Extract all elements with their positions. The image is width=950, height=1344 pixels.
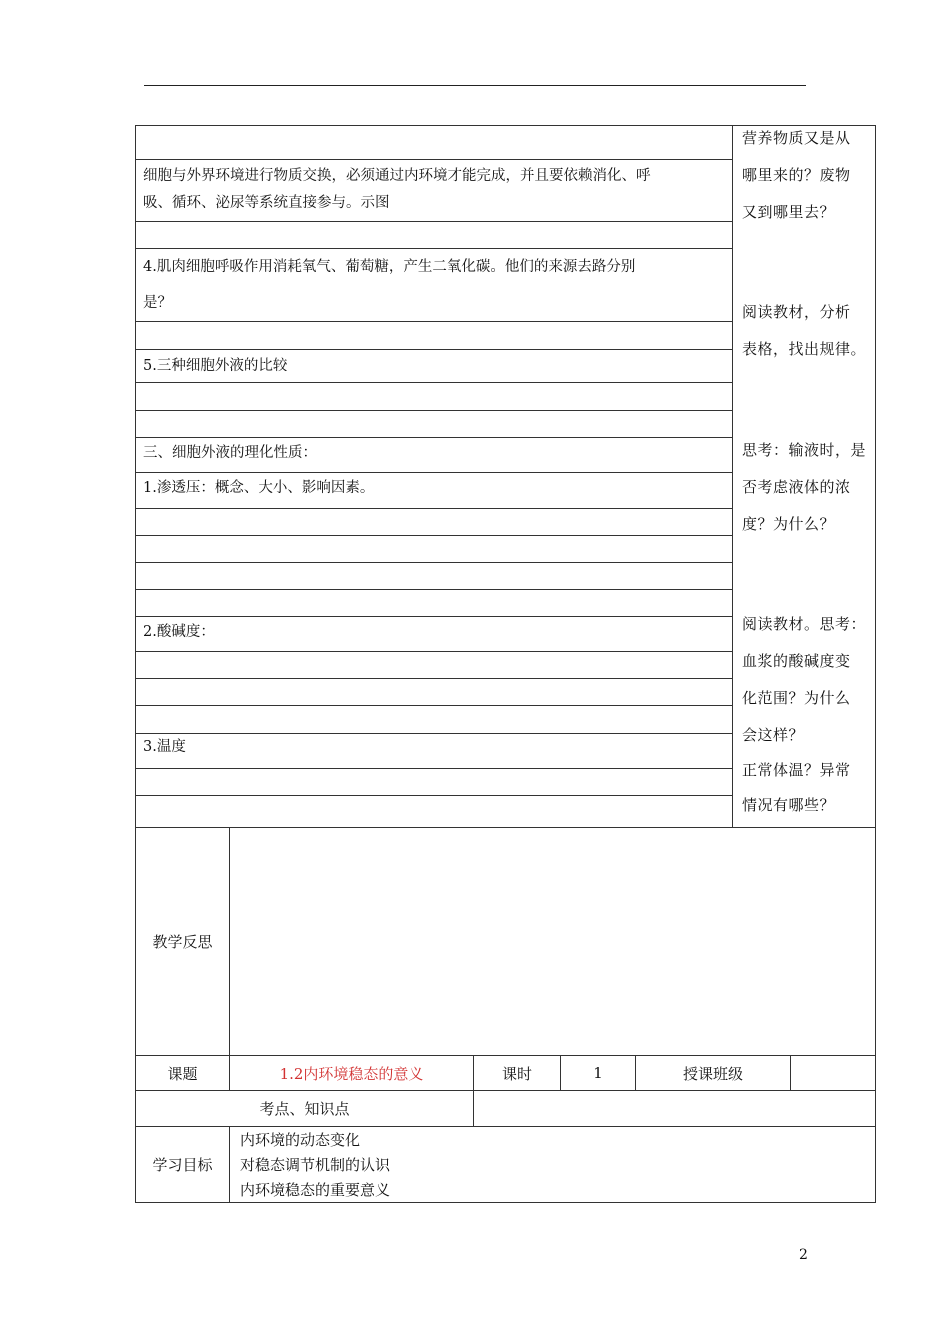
blank-row <box>136 509 732 536</box>
note-line: 思考：输液时，是 <box>742 441 867 459</box>
note-line: 否考虑液体的浓 <box>742 478 851 496</box>
row-text: 吸、循环、泌尿等系统直接参与。示图 <box>143 195 390 211</box>
goal-item: 内环境的动态变化 <box>240 1131 361 1149</box>
row-text: 4.肌肉细胞呼吸作用消耗氧气、葡萄糖，产生二氧化碳。他们的来源去路分别 <box>143 259 636 275</box>
row-text: 细胞与外界环境进行物质交换，必须通过内环境才能完成，并且要依赖消化、呼 <box>143 168 651 184</box>
note-block <box>742 753 868 823</box>
row-text: 是？ <box>143 295 172 311</box>
note-block <box>742 294 868 368</box>
note-line: 阅读教材，分析 <box>742 303 851 321</box>
blank-row <box>136 706 732 734</box>
blank-row <box>136 536 732 563</box>
content-column <box>136 126 733 828</box>
content-row <box>136 160 732 222</box>
note-line: 度？为什么？ <box>742 515 836 533</box>
blank-row <box>136 563 732 590</box>
blank-row <box>136 796 732 828</box>
study-table <box>135 125 876 828</box>
notes-column <box>734 126 875 828</box>
content-row: 三、细胞外液的理化性质： <box>136 438 732 473</box>
header-rule <box>144 85 806 86</box>
goals-label: 学习目标 <box>135 1126 230 1203</box>
blank-row <box>136 322 732 350</box>
blank-row <box>136 590 732 617</box>
goals-list <box>240 1128 390 1203</box>
note-line: 情况有哪些？ <box>742 796 836 814</box>
goal-item: 对稳态调节机制的认识 <box>240 1156 391 1174</box>
content-row: 5.三种细胞外液的比较 <box>136 350 732 383</box>
note-line: 正常体温？异常 <box>742 761 851 779</box>
blank-row <box>136 411 732 438</box>
points-value <box>473 1090 876 1127</box>
reflection-label: 教学反思 <box>135 827 230 1056</box>
reflection-area <box>229 827 876 1056</box>
note-line: 血浆的酸碱度变 <box>742 652 851 670</box>
hours-label: 课时 <box>473 1055 561 1091</box>
blank-row <box>136 679 732 706</box>
content-row: 1.渗透压：概念、大小、影响因素。 <box>136 473 732 509</box>
note-line: 表格，找出规律。 <box>742 340 867 358</box>
blank-row <box>136 383 732 411</box>
note-line: 阅读教材。思考： <box>742 615 867 633</box>
blank-row <box>136 126 732 160</box>
note-block <box>742 606 868 754</box>
class-label: 授课班级 <box>635 1055 791 1091</box>
note-block <box>742 120 868 231</box>
goal-item: 内环境稳态的重要意义 <box>240 1181 391 1199</box>
blank-row <box>136 222 732 249</box>
content-row: 3.温度 <box>136 734 732 769</box>
blank-row <box>136 652 732 679</box>
topic-label: 课题 <box>135 1055 230 1091</box>
note-line: 营养物质又是从 <box>742 129 851 147</box>
points-label: 考点、知识点 <box>135 1090 474 1127</box>
content-row: 2.酸碱度： <box>136 617 732 652</box>
note-line: 又到哪里去？ <box>742 203 836 221</box>
content-row <box>136 249 732 322</box>
note-line: 化范围？为什么 <box>742 689 851 707</box>
class-value <box>790 1055 876 1091</box>
topic-value: 1.2内环境稳态的意义 <box>229 1055 474 1091</box>
note-block <box>742 432 868 543</box>
blank-row <box>136 769 732 796</box>
page-number: 2 <box>799 1247 808 1263</box>
hours-value: 1 <box>560 1055 636 1091</box>
note-line: 会这样？ <box>742 726 805 744</box>
note-line: 哪里来的？废物 <box>742 166 851 184</box>
